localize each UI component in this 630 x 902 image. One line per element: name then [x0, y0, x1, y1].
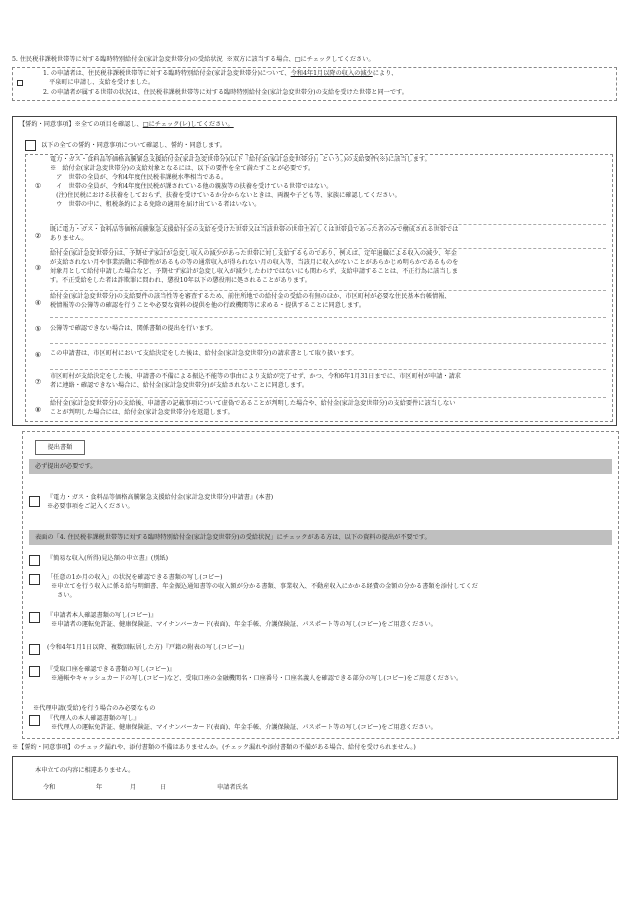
required-document-checkbox[interactable]	[29, 496, 40, 507]
signature-year: 年	[96, 784, 103, 791]
consent-item-number: ③	[34, 264, 42, 272]
consent-confirm-text: 以下の全ての誓約・同意事項について確認し、誓約・同意します。	[40, 142, 226, 149]
signature-era: 令和	[43, 784, 56, 791]
section5-checkbox[interactable]	[17, 80, 23, 86]
required-bar: 必ず提出が必要です。	[29, 459, 612, 474]
section5-heading-row	[12, 56, 375, 65]
document-checkbox[interactable]	[29, 555, 40, 566]
section5-note: ※双方に該当する場合、□にチェックしてください。	[226, 56, 375, 63]
documents-title: 提出書類	[35, 440, 85, 455]
proxy-heading: ※代理申請(受給)を行う場合のみ必要なもの	[33, 705, 156, 712]
section5-box	[12, 67, 617, 101]
section5-line1-text: 1. の申請者は、住民税非課税世帯等に対する臨時特別給付金(家計急変世帯分)について、	[43, 70, 291, 77]
document-title: 『受取口座を確認できる書類の写し(コピー)』	[47, 666, 176, 673]
section5-line2: 2. の申請者が属する世帯の状況は、住民税非課税世帯等に対する臨時特別給付金(家計急変世帯分)の支給を受けた世帯と同一です。	[43, 89, 408, 96]
section5-line1	[43, 70, 610, 79]
consent-item-number: ②	[34, 232, 42, 240]
consent-item-2	[26, 225, 612, 247]
consent-item-text: この申請書は、市区町村において支給決定をした後は、給付金(家計急変世帯分)の請求書として取り扱います。	[50, 350, 358, 357]
proxy-document-checkbox[interactable]	[29, 715, 40, 726]
consent-item-text: 市区町村が支給決定をした後、申請書の不備による振込不能等の事由により支給が完了せず、かつ、令和6年1月31日までに、市区町村が申請・請求 者に連絡・確認できない場合に、給付金(家計急変世帯分)が支給されないことに同意します。	[50, 373, 461, 389]
consent-confirm-checkbox[interactable]	[25, 140, 36, 151]
document-checkbox[interactable]	[29, 574, 40, 585]
section5-line1-suffix: により、	[372, 70, 398, 77]
signature-box	[12, 756, 618, 800]
document-title: 『申請者本人確認書類の写し(コピー)』	[47, 612, 157, 619]
consent-item-text: 電力・ガス・食料品等価格高騰緊急支援給付金(家計急変世帯分)(以下「給付金(家計急変世帯分)」という。)の支給要件(※)に該当します。 ※ 給付金(家計急変世帯分)の支給対象となるには、以下の要件を全て満たすことが必要です。 ア 世帯の全員が、令和4年度住民税非課税水準相当である。 イ 世帯の全員が、令和4年度住民税が課されている他の親族等の扶養を受けている世帯ではない。 (注)住民税における扶養をしておらず、扶養を受けているか分からないときは、両親や子ども等、家族に確認してください。 ウ 世帯の中に、租税条約による免除の適用を届け出ている者はいない。	[50, 156, 431, 208]
document-note: ※申請者の運転免許証、健康保険証、マイナンバーカード(表面)、年金手帳、介護保険証、パスポート等の写し(コピー)をご用意ください。	[51, 620, 437, 628]
consent-item-4	[26, 291, 612, 316]
consent-item-8	[26, 398, 612, 422]
signature-month: 月	[130, 784, 137, 791]
proxy-document-note: ※代理人の運転免許証、健康保険証、マイナンバーカード(表面)、年金手帳、介護保険証、パスポート等の写し(コピー)をご用意ください。	[51, 723, 437, 731]
consent-item-number: ⑥	[34, 351, 42, 359]
section5-line1-cont: 平泉町に申請し、支給を受けました。	[49, 79, 155, 86]
consent-item-1	[26, 155, 612, 224]
document-title: 『簡易な収入(所得)見込額の申立書』(別紙)	[47, 555, 169, 562]
consent-item-text: 給付金(家計急変世帯分)は、予期せず家計が急変し収入の減少があった世帯に対し支給するものであり、例えば、定年退職による収入の減少、年金 が支給されない月や事業活動に季節性があるもの等の通常収入が得られない月の収入等、当該月に収入がないことがあらかじめ明らかであるものを 対象月として給付申請した場合など、予期せず家計が急変し収入が減少したわけではないにも関わらず、支給申請することは、不正行為に該当しま す。不正受給をした者は詐欺罪に問われ、懲役10年以下の懲役刑に処されることがあります。	[50, 250, 459, 284]
footer-note: ※【誓約・同意事項】のチェック漏れや、添付書類の不備はありませんか。(チェック漏れや添付書類の不備がある場合、給付を受けられません。)	[12, 744, 416, 751]
consent-item-5	[26, 318, 612, 342]
required-document-note: ※必要事項をご記入ください。	[47, 502, 134, 510]
consent-item-number: ①	[34, 182, 42, 190]
consent-item-text: 既に電力・ガス・食料品等価格高騰緊急支援給付金の支給を受けた世帯又は当該世帯の世帯主若しくは世帯員であった者のみで構成される世帯では ありません。	[50, 226, 459, 242]
consent-confirm-row	[25, 140, 226, 151]
conditional-bar: 表面の「4. 住民税非課税世帯等に対する臨時特別給付金(家計急変世帯分)の受給状況」にチェックがある方は、以下の資料の提出が不要です。	[29, 530, 612, 545]
document-checkbox[interactable]	[29, 644, 40, 655]
document-checkbox[interactable]	[29, 612, 40, 623]
document-note: ※通帳やキャッシュカードの写し(コピー)など、受取口座の金融機関名・口座番号・口座名義人を確認できる部分の写し(コピー)をご用意ください。	[51, 674, 463, 682]
consent-item-text: 公簿等で確認できない場合は、関係書類の提出を行います。	[50, 325, 217, 332]
signature-name-label: 申請者氏名	[217, 784, 248, 791]
consent-section	[12, 116, 617, 426]
consent-item-text: 給付金(家計急変世帯分)の支給後、申請書の記載事項について虚偽であることが判明した場合や、給付金(家計急変世帯分)の支給要件に該当しない ことが判明した場合には、給付金(家計急変世帯分)を返還します。	[50, 400, 456, 416]
consent-item-text: 給付金(家計急変世帯分)の支給要件の該当性等を審査するため、前住所地での給付金の受給の有無のほか、市区町村が必要な住民基本台帳情報、 税情報等の公簿等の確認を行うことや必要な資料の提供を他の行政機関等に求める・提供することに同意します。	[50, 293, 451, 309]
consent-item-number: ④	[34, 299, 42, 307]
consent-item-number: ⑧	[34, 406, 42, 414]
consent-title-underline: □にチェック(レ)してください。	[142, 121, 234, 128]
consent-item-3	[26, 249, 612, 289]
section5-heading: 5. 住民税非課税世帯等に対する臨時特別給付金(家計急変世帯分)の受給状況	[12, 56, 223, 63]
documents-section	[22, 431, 619, 739]
signature-statement: 本申立ての内容に相違ありません。	[35, 767, 135, 774]
consent-title	[19, 121, 234, 130]
document-title: (令和4年1月1日以降、複数回転居した方)『戸籍の附表の写し(コピー)』	[47, 644, 248, 651]
signature-day: 日	[160, 784, 167, 791]
section5-line1-underline: 令和4年1月以降の収入の減少	[290, 70, 373, 77]
consent-items-box	[25, 154, 613, 422]
consent-item-7	[26, 370, 612, 396]
document-checkbox[interactable]	[29, 666, 40, 677]
document-title: 「任意の1か月の収入」の状況を確認できる書類の写し(コピー)	[47, 574, 223, 581]
consent-item-6	[26, 344, 612, 368]
consent-item-number: ⑤	[34, 325, 42, 333]
proxy-document-title: 『代理人の本人確認書類の写し』	[47, 715, 140, 722]
required-document-title: 『電力・ガス・食料品等価格高騰緊急支援給付金(家計急変世帯分)申請書』(本書)	[47, 494, 274, 501]
consent-item-number: ⑦	[34, 378, 42, 386]
document-note: ※申立てを行う収入に係る給与明細書、年金振込通知書等の収入額が分かる書類、事業収入、不動産収入にかかる経費の金額の分かる書類を添付してくだ さい。	[51, 582, 478, 599]
consent-title-text: 【誓約・同意事項】※全ての項目を確認し、	[19, 121, 143, 128]
